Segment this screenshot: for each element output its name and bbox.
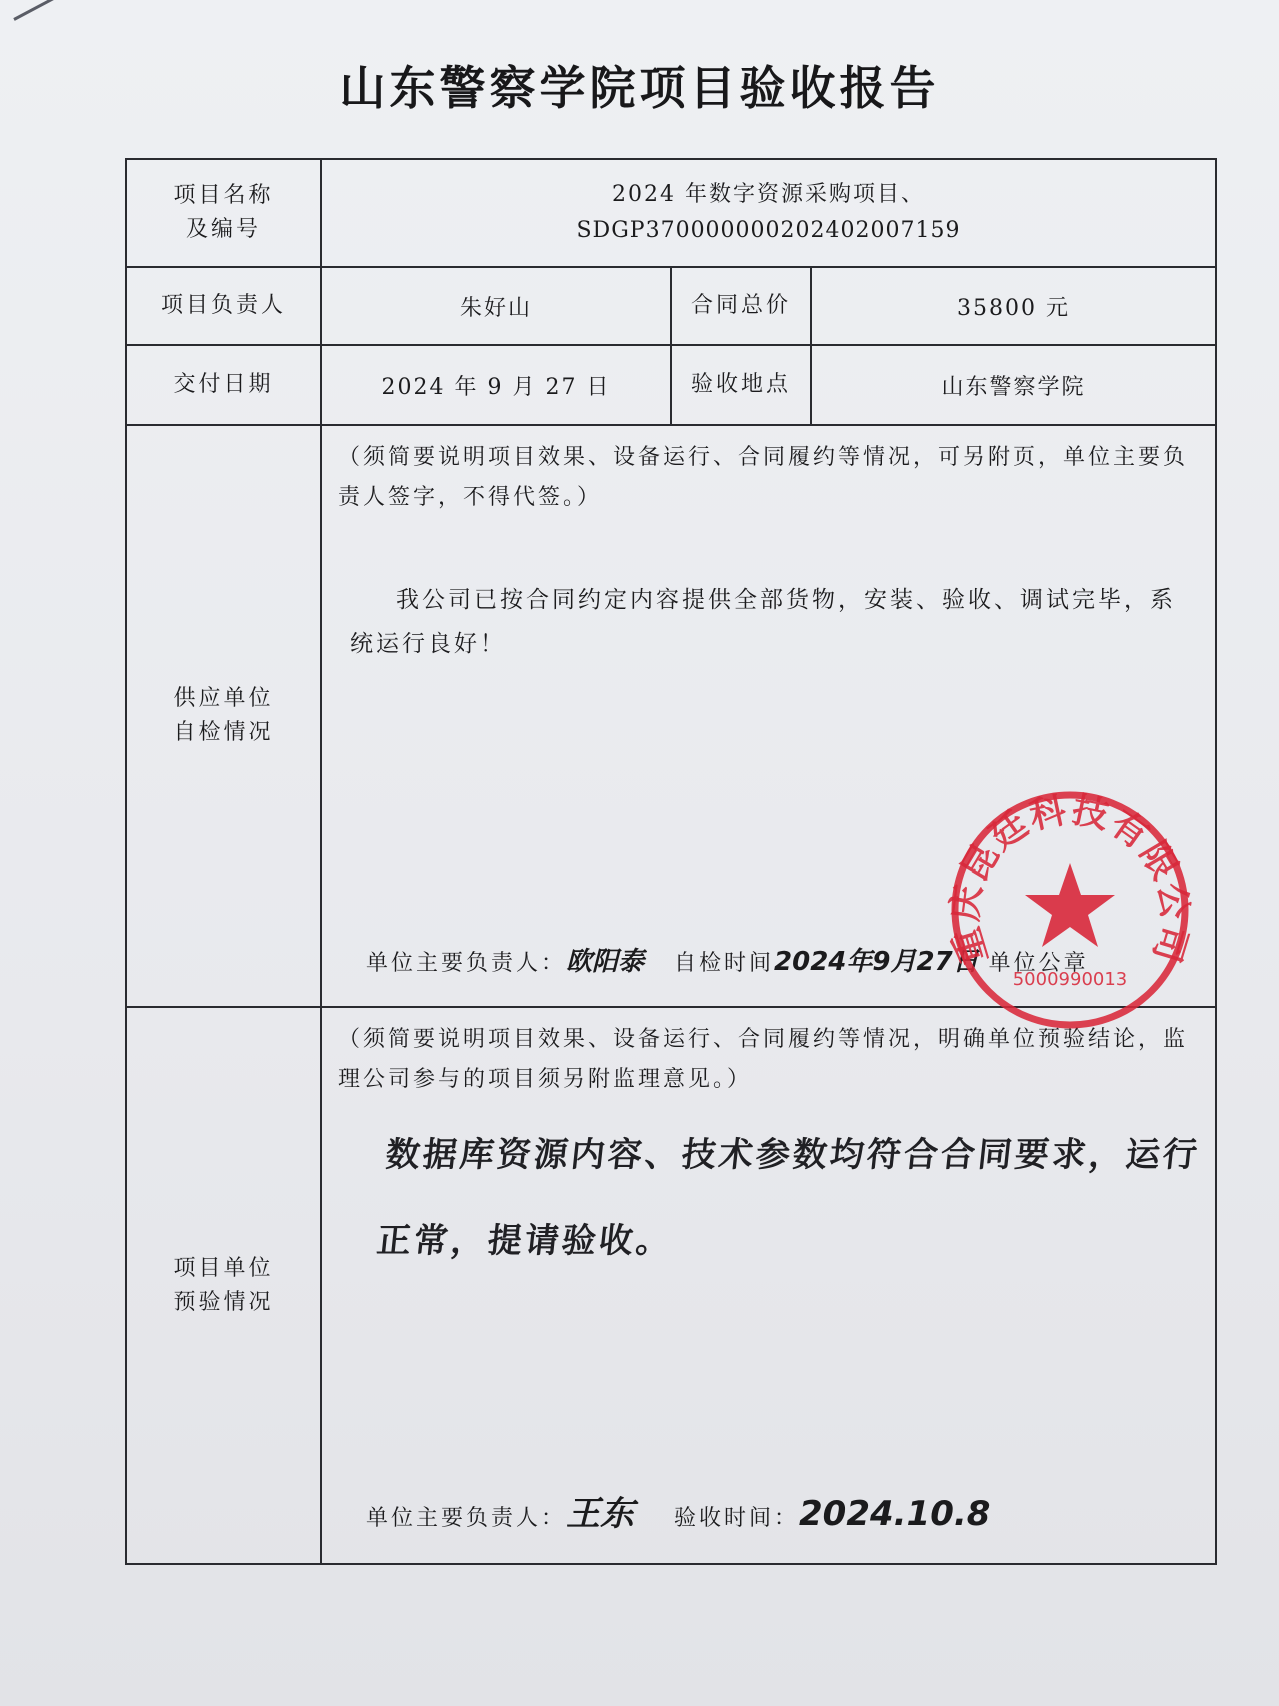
sign-label: 单位主要负责人： (366, 951, 567, 976)
report-title: 山东警察学院项目验收报告 (339, 61, 940, 115)
label-line: 项目单位 (173, 1255, 274, 1281)
label-acceptance-place: 验收地点 (671, 345, 811, 425)
precheck-instructions: （须简要说明项目效果、设备运行、合同履约等情况，明确单位预验结论，监理公司参与的项目须另附监理意见。） (338, 1027, 1189, 1092)
supplier-statement: 我公司已按合同约定内容提供全部货物，安装、验收、调试完毕，系统运行良好！ (350, 587, 1176, 657)
value-delivery-date: 2024 年 9 月 27 日 (321, 345, 671, 425)
precheck-handwritten-opinion: 数据库资源内容、技术参数均符合合同要求，运行正常，提请验收。 (374, 1135, 1202, 1261)
label-line: 预验情况 (173, 1289, 274, 1315)
seal-code: 5000990013 (1012, 969, 1128, 990)
seal-text: 重庆昆廷科技有限公司 (945, 789, 1195, 969)
check-time-label: 自检时间 (674, 951, 775, 976)
row-leader (126, 267, 1216, 345)
supplier-signature: 欧阳泰 (566, 947, 645, 977)
value-leader: 朱好山 (321, 267, 671, 345)
sign-label: 单位主要负责人： (366, 1506, 567, 1531)
label-contract-price: 合同总价 (671, 267, 811, 345)
project-name-text: 2024 年数字资源采购项目、 (612, 182, 925, 207)
label-line: 项目名称 (173, 183, 274, 208)
label-leader: 项目负责人 (126, 267, 321, 345)
row-project-name (126, 159, 1216, 267)
company-seal (945, 785, 1195, 1035)
supplier-instructions: （须简要说明项目效果、设备运行、合同履约等情况，可另附页，单位主要负责人签字，不得代签。） (338, 445, 1189, 510)
precheck-cell (321, 1007, 1216, 1564)
seal-star-icon (1025, 863, 1115, 947)
label-line: 及编号 (185, 217, 261, 242)
acceptance-time-label: 验收时间： (674, 1506, 800, 1531)
label-delivery-date: 交付日期 (126, 345, 321, 425)
seal-label: 单位公章 (988, 951, 1089, 976)
project-code-text: SDGP370000000202402007159 (576, 218, 961, 243)
value-project-name (321, 159, 1216, 267)
value-acceptance-place: 山东警察学院 (811, 345, 1216, 425)
label-supplier-check (126, 425, 321, 1007)
label-line: 自检情况 (173, 720, 274, 745)
row-delivery (126, 345, 1216, 425)
row-project-precheck (126, 1007, 1216, 1564)
value-contract-price: 35800 元 (811, 267, 1216, 345)
label-project-precheck (126, 1007, 321, 1564)
label-project-name (126, 159, 321, 267)
pen-mark (13, 0, 85, 21)
label-line: 供应单位 (173, 686, 274, 711)
check-time-value: 2024年9月27日 (774, 947, 979, 977)
precheck-signature: 王东 (566, 1494, 635, 1534)
precheck-sign-line (366, 1486, 1215, 1535)
acceptance-time-value: 2024.10.8 (799, 1494, 991, 1534)
